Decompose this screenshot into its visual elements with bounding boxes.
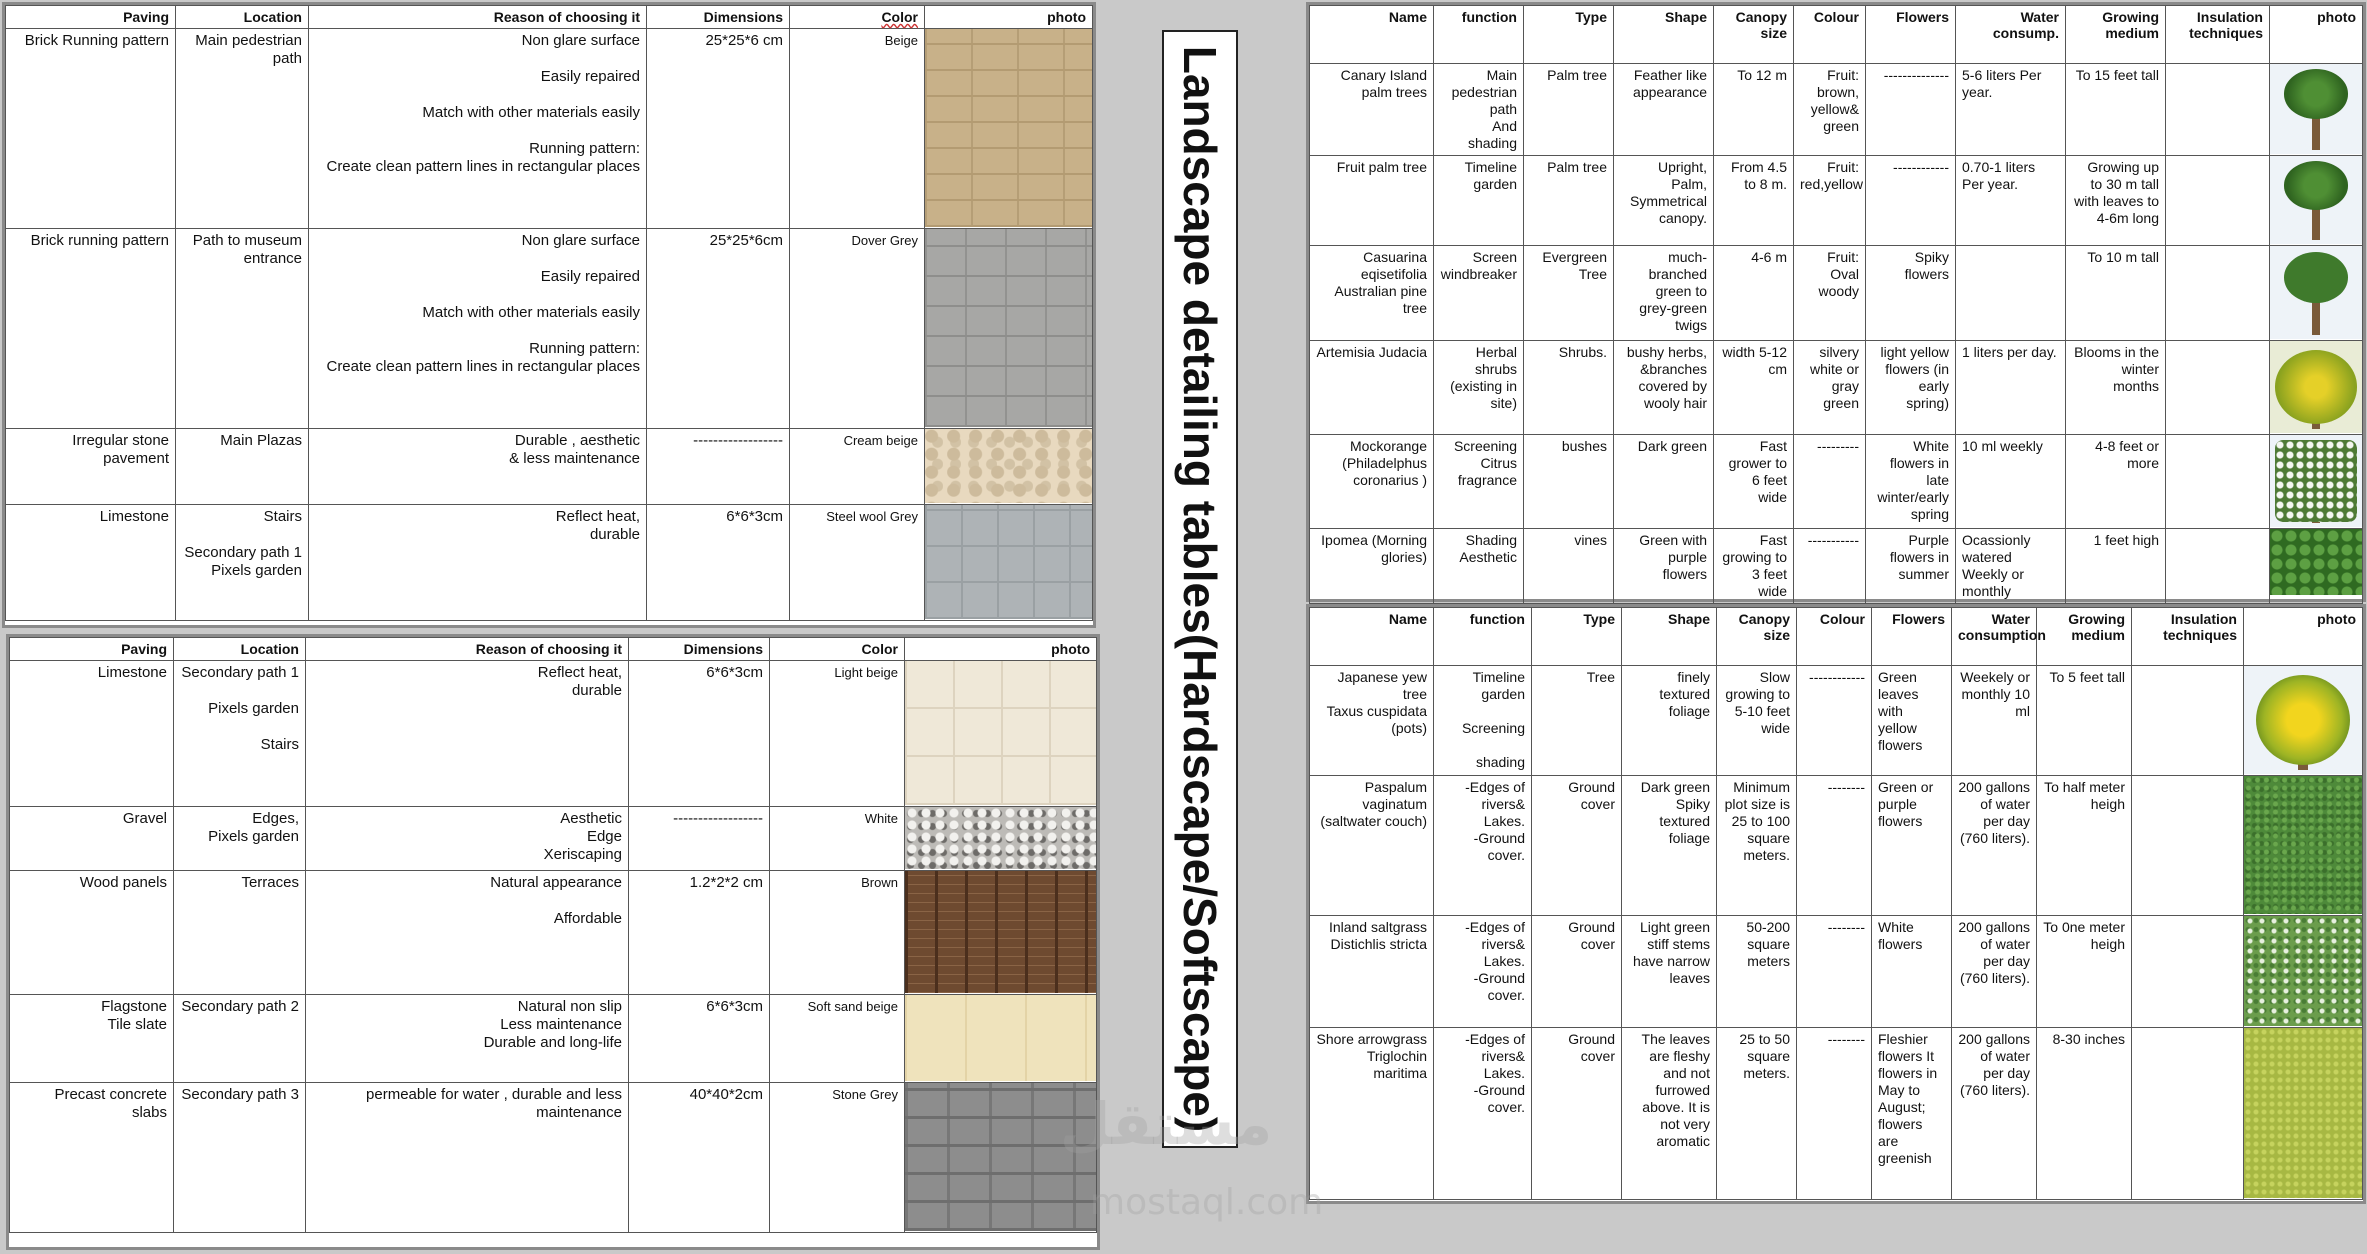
water-cell: Weekely or monthly 10 ml — [1952, 666, 2037, 776]
type-cell: Ground cover — [1532, 776, 1622, 916]
paving-cell: Wood panels — [10, 871, 174, 995]
header-function: function — [1434, 6, 1524, 64]
insulation-cell — [2132, 1028, 2244, 1200]
flowers-cell: White flowers — [1872, 916, 1952, 1028]
reason-cell — [306, 995, 629, 1083]
photo-cell — [2270, 529, 2363, 604]
type-cell: Palm tree — [1524, 156, 1614, 246]
function-cell: Screen windbreaker — [1434, 246, 1524, 341]
name-cell: Shore arrowgrass Triglochin maritima — [1310, 1028, 1434, 1200]
canopy-cell: width 5-12 cm — [1714, 341, 1794, 435]
hardscape-table-1-panel — [2, 2, 1096, 628]
brick-beige-swatch — [925, 29, 1092, 227]
reason-line: Affordable — [553, 910, 622, 927]
watermark-latin: mostaql.com — [1090, 1182, 1324, 1223]
name-cell: Canary Island palm trees — [1310, 64, 1434, 156]
medium-cell: To 5 feet tall — [2037, 666, 2132, 776]
hardscape-table-2 — [9, 637, 1097, 1233]
yellow-shrub-photo — [2270, 341, 2362, 433]
colour-cell: --------- — [1794, 435, 1866, 529]
flowers-cell: Green or purple flowers — [1872, 776, 1952, 916]
name-cell: Ipomea (Morning glories) — [1310, 529, 1434, 604]
insulation-cell — [2166, 529, 2270, 604]
medium-cell: 4-8 feet or more — [2066, 435, 2166, 529]
reason-line: Natural appearance — [490, 874, 622, 891]
header-color: Color — [770, 638, 905, 661]
type-cell: vines — [1524, 529, 1614, 604]
header-reason: Reason of choosing it — [306, 638, 629, 661]
reason-line: Reflect heat, durable — [555, 508, 640, 543]
header-shape: Shape — [1622, 608, 1717, 666]
insulation-cell — [2166, 435, 2270, 529]
water-cell: 10 ml weekly — [1956, 435, 2066, 529]
dimensions-cell: ------------------ — [647, 429, 790, 505]
colour-cell: ------------ — [1797, 666, 1872, 776]
function-cell: Timeline garden Screening shading — [1434, 666, 1532, 776]
header-canopy-size: Canopy size — [1717, 608, 1797, 666]
location-cell: Secondary path 2 — [174, 995, 306, 1083]
header-location: Location — [176, 6, 309, 29]
location-cell: Secondary path 1 Pixels garden Stairs — [174, 661, 306, 807]
shape-cell: The leaves are fleshy and not furrowed above. It is not very aromatic — [1622, 1028, 1717, 1200]
canopy-cell: 4-6 m — [1714, 246, 1794, 341]
color-cell: Beige — [790, 29, 925, 229]
header-insulation-techniques: Insulation techniques — [2166, 6, 2270, 64]
insulation-cell — [2166, 341, 2270, 435]
yew-photo — [2244, 666, 2362, 774]
header-growing-medium: Growing medium — [2066, 6, 2166, 64]
header-paving: Paving — [6, 6, 176, 29]
paving-cell: Flagstone Tile slate — [10, 995, 174, 1083]
pine-photo — [2270, 246, 2362, 339]
dimensions-cell: 25*25*6 cm — [647, 29, 790, 229]
location-cell: Path to museum entrance — [176, 229, 309, 429]
color-cell: Dover Grey — [790, 229, 925, 429]
reason-cell — [306, 661, 629, 807]
dimensions-cell: 1.2*2*2 cm — [629, 871, 770, 995]
type-cell: Ground cover — [1532, 1028, 1622, 1200]
tree-crown — [2284, 69, 2348, 119]
photo-cell — [905, 995, 1097, 1083]
name-cell: Japanese yew tree Taxus cuspidata (pots) — [1310, 666, 1434, 776]
flowers-cell: Fleshier flowers It flowers in May to August; flowers are greenish — [1872, 1028, 1952, 1200]
photo-cell — [905, 807, 1097, 871]
saltgrass-photo — [2244, 916, 2362, 1026]
location-cell: Terraces — [174, 871, 306, 995]
colour-cell: ----------- — [1794, 529, 1866, 604]
shape-cell: Dark green — [1614, 435, 1714, 529]
dimensions-cell: 40*40*2cm — [629, 1083, 770, 1233]
header-colour: Colour — [1797, 608, 1872, 666]
table-row — [1310, 1028, 2363, 1200]
reason-line: Match with other materials easily — [422, 104, 640, 121]
page-title: Landscape detailing tables(Hardscape/Softscape) — [1174, 45, 1226, 1133]
color-cell: Soft sand beige — [770, 995, 905, 1083]
header-canopy-size: Canopy size — [1714, 6, 1794, 64]
header-growing-medium: Growing medium — [2037, 608, 2132, 666]
table-row — [10, 661, 1097, 807]
reason-line: Non glare surface — [521, 32, 640, 49]
flowers-cell: ------------ — [1866, 156, 1956, 246]
type-cell: bushes — [1524, 435, 1614, 529]
name-cell: Fruit palm tree — [1310, 156, 1434, 246]
canopy-cell: 25 to 50 square meters. — [1717, 1028, 1797, 1200]
table-row — [10, 871, 1097, 995]
tree-crown — [2275, 350, 2358, 424]
header-dimensions: Dimensions — [629, 638, 770, 661]
function-cell: -Edges of rivers& Lakes. -Ground cover. — [1434, 916, 1532, 1028]
header-function: function — [1434, 608, 1532, 666]
header-water-consumption: Water consumption — [1952, 608, 2037, 666]
header-colour: Colour — [1794, 6, 1866, 64]
table-row — [1310, 435, 2363, 529]
color-cell: White — [770, 807, 905, 871]
header-flowers: Flowers — [1866, 6, 1956, 64]
reason-line: Easily repaired — [540, 68, 640, 85]
name-cell: Artemisia Judacia — [1310, 341, 1434, 435]
softscape-table-2-panel — [1306, 604, 2366, 1204]
paving-cell: Irregular stone pavement — [6, 429, 176, 505]
table-row — [1310, 246, 2363, 341]
insulation-cell — [2166, 156, 2270, 246]
table-row — [1310, 64, 2363, 156]
table-row — [1310, 776, 2363, 916]
header-type: Type — [1524, 6, 1614, 64]
canopy-cell: 50-200 square meters — [1717, 916, 1797, 1028]
table-row — [6, 505, 1093, 621]
header-color — [790, 6, 925, 29]
shape-cell: Light green stiff stems have narrow leaves — [1622, 916, 1717, 1028]
stone-cream-swatch — [925, 429, 1092, 503]
insulation-cell — [2132, 776, 2244, 916]
location-cell: Secondary path 3 — [174, 1083, 306, 1233]
canopy-cell: Fast growing to 3 feet wide — [1714, 529, 1794, 604]
color-cell: Light beige — [770, 661, 905, 807]
photo-cell — [2270, 341, 2363, 435]
softscape-table-2 — [1309, 607, 2363, 1200]
water-cell: 1 liters per day. — [1956, 341, 2066, 435]
type-cell: Evergreen Tree — [1524, 246, 1614, 341]
wood-swatch — [905, 871, 1096, 993]
shape-cell: Dark green Spiky textured foliage — [1622, 776, 1717, 916]
reason-line: Running pattern: Create clean pattern lines in rectangular places — [326, 340, 640, 375]
palm-photo — [2270, 64, 2362, 154]
colour-cell: silvery white or gray green — [1794, 341, 1866, 435]
paving-cell: Limestone — [6, 505, 176, 621]
reason-cell — [309, 229, 647, 429]
hardscape-table-2-header — [10, 638, 1097, 661]
water-cell: 200 gallons of water per day (760 liters). — [1952, 1028, 2037, 1200]
header-photo: photo — [2244, 608, 2363, 666]
softscape-table-2-body — [1310, 666, 2363, 1200]
medium-cell: To 10 m tall — [2066, 246, 2166, 341]
color-cell: Cream beige — [790, 429, 925, 505]
table-row — [10, 807, 1097, 871]
photo-cell — [2244, 1028, 2363, 1200]
table-row — [1310, 341, 2363, 435]
brick-grey-swatch — [925, 229, 1092, 427]
table-row — [6, 29, 1093, 229]
tree-crown — [2284, 252, 2348, 303]
canopy-cell: Minimum plot size is 25 to 100 square meters. — [1717, 776, 1797, 916]
header-water-consump: Water consump. — [1956, 6, 2066, 64]
shape-cell: Upright, Palm, Symmetrical canopy. — [1614, 156, 1714, 246]
gravel-swatch — [905, 807, 1096, 869]
table-row — [1310, 529, 2363, 604]
function-cell: Main pedestrian path And shading — [1434, 64, 1524, 156]
reason-cell — [309, 429, 647, 505]
header-paving: Paving — [10, 638, 174, 661]
function-cell: Herbal shrubs (existing in site) — [1434, 341, 1524, 435]
photo-cell — [925, 505, 1093, 621]
photo-cell — [2244, 776, 2363, 916]
shape-cell: much-branched green to grey-green twigs — [1614, 246, 1714, 341]
hardscape-table-1-header — [6, 6, 1093, 29]
header-location: Location — [174, 638, 306, 661]
insulation-cell — [2132, 916, 2244, 1028]
softscape-table-1 — [1309, 5, 2363, 604]
hardscape-table-2-panel — [6, 634, 1100, 1250]
colour-cell: Fruit: brown, yellow& green — [1794, 64, 1866, 156]
canopy-cell: To 12 m — [1714, 64, 1794, 156]
dimensions-cell: 6*6*3cm — [647, 505, 790, 621]
flowers-cell: Spiky flowers — [1866, 246, 1956, 341]
reason-cell — [306, 807, 629, 871]
table-row — [1310, 156, 2363, 246]
softscape-table-1-header — [1310, 6, 2363, 64]
arrowgrass-photo — [2244, 1028, 2362, 1198]
name-cell: Inland saltgrass Distichlis stricta — [1310, 916, 1434, 1028]
photo-cell — [925, 429, 1093, 505]
limestone-grey-swatch — [925, 505, 1092, 619]
photo-cell — [2270, 435, 2363, 529]
location-cell: Main Plazas — [176, 429, 309, 505]
function-cell: -Edges of rivers& Lakes. -Ground cover. — [1434, 1028, 1532, 1200]
hardscape-table-2-body — [10, 661, 1097, 1233]
water-cell: 200 gallons of water per day (760 liters). — [1952, 776, 2037, 916]
location-cell: Main pedestrian path — [176, 29, 309, 229]
light-beige-swatch — [905, 661, 1096, 805]
color-cell: Brown — [770, 871, 905, 995]
hardscape-table-1-body — [6, 29, 1093, 621]
medium-cell: To 0ne meter heigh — [2037, 916, 2132, 1028]
medium-cell: 8-30 inches — [2037, 1028, 2132, 1200]
water-cell — [1956, 246, 2066, 341]
dimensions-cell: ------------------ — [629, 807, 770, 871]
insulation-cell — [2166, 246, 2270, 341]
table-row — [10, 995, 1097, 1083]
photo-cell — [2244, 916, 2363, 1028]
photo-cell — [925, 229, 1093, 429]
title-box — [1162, 30, 1238, 1148]
reason-line: Non glare surface — [521, 232, 640, 249]
location-cell: Stairs Secondary path 1 Pixels garden — [176, 505, 309, 621]
photo-cell — [925, 29, 1093, 229]
colour-cell: -------- — [1797, 916, 1872, 1028]
colour-cell: -------- — [1797, 1028, 1872, 1200]
colour-cell: -------- — [1797, 776, 1872, 916]
type-cell: Palm tree — [1524, 64, 1614, 156]
paving-cell: Limestone — [10, 661, 174, 807]
name-cell: Mockorange (Philadelphus coronarius ) — [1310, 435, 1434, 529]
reason-line: Aesthetic Edge Xeriscaping — [543, 810, 622, 863]
medium-cell: To half meter heigh — [2037, 776, 2132, 916]
water-cell: 5-6 liters Per year. — [1956, 64, 2066, 156]
color-cell: Stone Grey — [770, 1083, 905, 1233]
hardscape-table-1 — [5, 5, 1093, 621]
table-row — [6, 429, 1093, 505]
header-reason: Reason of choosing it — [309, 6, 647, 29]
photo-cell — [2244, 666, 2363, 776]
type-cell: Shrubs. — [1524, 341, 1614, 435]
reason-line: Natural non slip Less maintenance Durable and long-life — [483, 998, 622, 1051]
colour-cell: Fruit: red,yellow — [1794, 156, 1866, 246]
tree-crown — [2270, 529, 2362, 595]
flowers-cell: Purple flowers in summer — [1866, 529, 1956, 604]
header-dimensions: Dimensions — [647, 6, 790, 29]
tree-crown — [2256, 675, 2350, 766]
photo-cell — [2270, 64, 2363, 156]
type-cell: Tree — [1532, 666, 1622, 776]
watermark-arabic: مستقل — [1060, 1090, 1273, 1158]
shape-cell: bushy herbs, &branches covered by wooly hair — [1614, 341, 1714, 435]
header-name: Name — [1310, 6, 1434, 64]
softscape-table-1-body — [1310, 64, 2363, 604]
reason-line: Reflect heat, durable — [537, 664, 622, 699]
function-cell: Screening Citrus fragrance — [1434, 435, 1524, 529]
colour-cell: Fruit: Oval woody — [1794, 246, 1866, 341]
grass-photo — [2244, 776, 2362, 914]
header-photo: photo — [905, 638, 1097, 661]
header-shape: Shape — [1614, 6, 1714, 64]
shape-cell: Feather like appearance — [1614, 64, 1714, 156]
function-cell: -Edges of rivers& Lakes. -Ground cover. — [1434, 776, 1532, 916]
color-cell: Steel wool Grey — [790, 505, 925, 621]
insulation-cell — [2166, 64, 2270, 156]
location-cell: Edges, Pixels garden — [174, 807, 306, 871]
flowers-cell: -------------- — [1866, 64, 1956, 156]
insulation-cell — [2132, 666, 2244, 776]
canopy-cell: Slow growing to 5-10 feet wide — [1717, 666, 1797, 776]
paving-cell: Brick Running pattern — [6, 29, 176, 229]
reason-cell — [306, 871, 629, 995]
reason-line: permeable for water , durable and less maintenance — [366, 1086, 622, 1121]
header-type: Type — [1532, 608, 1622, 666]
reason-line: Durable , aesthetic & less maintenance — [509, 432, 640, 467]
reason-line: Easily repaired — [540, 268, 640, 285]
function-cell: Shading Aesthetic — [1434, 529, 1524, 604]
flowers-cell: light yellow flowers (in early spring) — [1866, 341, 1956, 435]
tree-crown — [2275, 440, 2358, 523]
photo-cell — [2270, 156, 2363, 246]
medium-cell: 1 feet high — [2066, 529, 2166, 604]
softscape-table-2-header — [1310, 608, 2363, 666]
white-bloom-photo — [2270, 435, 2362, 527]
dimensions-cell: 6*6*3cm — [629, 995, 770, 1083]
reason-cell — [309, 29, 647, 229]
photo-cell — [905, 661, 1097, 807]
palm-photo — [2270, 156, 2362, 244]
table-row — [10, 1083, 1097, 1233]
vine-photo — [2270, 529, 2362, 595]
type-cell: Ground cover — [1532, 916, 1622, 1028]
medium-cell: Growing up to 30 m tall with leaves to 4-6m long — [2066, 156, 2166, 246]
header-flowers: Flowers — [1872, 608, 1952, 666]
flowers-cell: White flowers in late winter/early spring — [1866, 435, 1956, 529]
header-insulation-techniques: Insulation techniques — [2132, 608, 2244, 666]
medium-cell: To 15 feet tall — [2066, 64, 2166, 156]
name-cell: Paspalum vaginatum (saltwater couch) — [1310, 776, 1434, 916]
table-row — [1310, 916, 2363, 1028]
water-cell: 200 gallons of water per day (760 liters). — [1952, 916, 2037, 1028]
reason-cell — [306, 1083, 629, 1233]
flowers-cell: Green leaves with yellow flowers — [1872, 666, 1952, 776]
shape-cell: finely textured foliage — [1622, 666, 1717, 776]
reason-line: Running pattern: Create clean pattern lines in rectangular places — [326, 140, 640, 175]
table-row — [1310, 666, 2363, 776]
canopy-cell: Fast grower to 6 feet wide — [1714, 435, 1794, 529]
name-cell: Casuarina eqisetifolia Australian pine tree — [1310, 246, 1434, 341]
water-cell: Ocassionly watered Weekly or monthly — [1956, 529, 2066, 604]
header-color-label: Color — [881, 9, 918, 25]
reason-cell — [309, 505, 647, 621]
water-cell: 0.70-1 liters Per year. — [1956, 156, 2066, 246]
photo-cell — [905, 871, 1097, 995]
tree-crown — [2284, 161, 2348, 209]
paving-cell: Gravel — [10, 807, 174, 871]
paving-cell: Brick running pattern — [6, 229, 176, 429]
softscape-table-1-panel — [1306, 2, 2366, 602]
canopy-cell: From 4.5 to 8 m. — [1714, 156, 1794, 246]
dimensions-cell: 6*6*3cm — [629, 661, 770, 807]
shape-cell: Green with purple flowers — [1614, 529, 1714, 604]
dimensions-cell: 25*25*6cm — [647, 229, 790, 429]
reason-line: Match with other materials easily — [422, 304, 640, 321]
header-photo: photo — [925, 6, 1093, 29]
header-photo: photo — [2270, 6, 2363, 64]
medium-cell: Blooms in the winter months — [2066, 341, 2166, 435]
sand-swatch — [905, 995, 1096, 1081]
function-cell: Timeline garden — [1434, 156, 1524, 246]
photo-cell — [2270, 246, 2363, 341]
paving-cell: Precast concrete slabs — [10, 1083, 174, 1233]
table-row — [6, 229, 1093, 429]
header-name: Name — [1310, 608, 1434, 666]
